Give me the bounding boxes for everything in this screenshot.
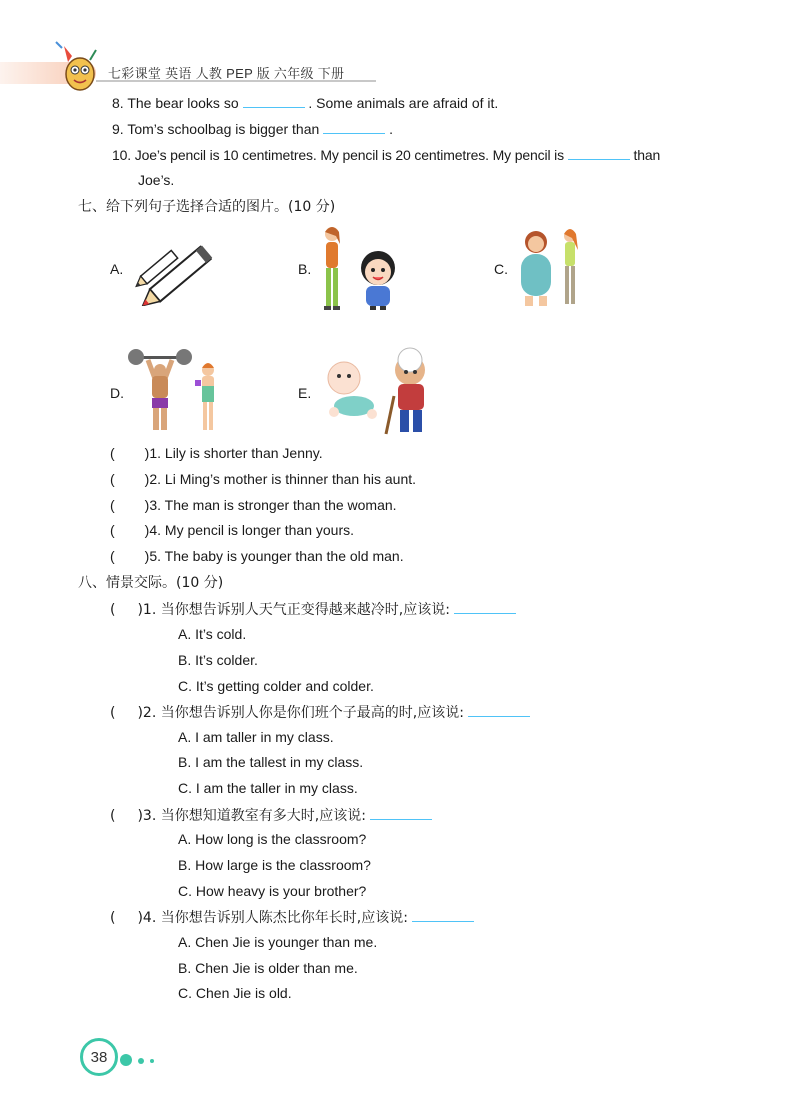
answer-blank[interactable]: [412, 908, 474, 922]
answer-blank[interactable]: [243, 94, 305, 108]
option-b: B. Chen Jie is older than me.: [178, 960, 358, 976]
answer-blank[interactable]: [370, 806, 432, 820]
option-a: A. Chen Jie is younger than me.: [178, 934, 378, 950]
picture-label-c: C.: [494, 261, 508, 277]
picture-label-e: E.: [298, 385, 312, 401]
item-number: 10.: [112, 147, 132, 163]
blank-item-9: [112, 120, 393, 138]
item-text-after: than: [633, 147, 661, 163]
picture-label-b: B.: [298, 261, 312, 277]
matching-item-2[interactable]: ( )2. Li Ming’s mother is thinner than his aunt.: [110, 471, 417, 487]
option-c: C. Chen Jie is old.: [178, 985, 292, 1001]
item-text-after: . Some animals are afraid of it.: [308, 95, 499, 111]
matching-item-4[interactable]: ( )4. My pencil is longer than yours.: [110, 522, 354, 538]
header-title: 七彩课堂 英语 人教 PEP 版 六年级 下册: [108, 66, 345, 81]
blank-item-10-continued: Joe’s.: [138, 172, 175, 188]
answer-blank[interactable]: [568, 146, 630, 160]
option-a: A. It’s cold.: [178, 626, 247, 642]
item-text-after: .: [389, 121, 393, 137]
strong-man-and-woman-icon: [128, 346, 228, 436]
matching-item-1[interactable]: ( )1. Lily is shorter than Jenny.: [110, 445, 323, 461]
option-a: A. I am taller in my class.: [178, 729, 334, 745]
answer-blank[interactable]: [454, 600, 516, 614]
decorative-dot: [150, 1059, 154, 1063]
answer-blank[interactable]: [468, 703, 530, 717]
tall-woman-and-girl-icon: [316, 222, 412, 314]
question-1: ( )1. 当你想告诉别人天气正变得越来越冷时,应该说:: [110, 599, 516, 619]
option-b: B. It’s colder.: [178, 652, 258, 668]
item-text-before: The bear looks so: [127, 95, 239, 111]
fat-woman-and-thin-woman-icon: [512, 224, 592, 310]
mascot-icon: [52, 40, 108, 96]
item-text-before: Tom’s schoolbag is bigger than: [127, 121, 320, 137]
section-7-title: 七、给下列句子选择合适的图片。(10 分): [78, 199, 336, 215]
option-c: C. How heavy is your brother?: [178, 883, 367, 899]
blank-item-10: [112, 146, 660, 164]
page-number: 38: [80, 1038, 118, 1076]
pencils-icon: [128, 232, 220, 306]
option-a: A. How long is the classroom?: [178, 831, 367, 847]
option-c: C. I am the taller in my class.: [178, 780, 358, 796]
item-number: 9.: [112, 121, 124, 137]
matching-item-5[interactable]: ( )5. The baby is younger than the old man.: [110, 548, 404, 564]
question-3: ( )3. 当你想知道教室有多大时,应该说:: [110, 805, 432, 825]
item-text-before: Joe’s pencil is 10 centimetres. My pencil is 20 centimetres. My pencil is: [134, 147, 564, 163]
picture-label-a: A.: [110, 261, 124, 277]
question-2: ( )2. 当你想告诉别人你是你们班个子最高的时,应该说:: [110, 702, 530, 722]
option-b: B. I am the tallest in my class.: [178, 754, 364, 770]
decorative-dot: [138, 1058, 144, 1064]
question-4: ( )4. 当你想告诉别人陈杰比你年长时,应该说:: [110, 907, 474, 927]
decorative-dot: [120, 1054, 132, 1066]
picture-label-d: D.: [110, 385, 124, 401]
item-number: 8.: [112, 95, 124, 111]
matching-item-3[interactable]: ( )3. The man is stronger than the woman.: [110, 497, 397, 513]
blank-item-8: [112, 94, 498, 112]
section-8-title: 八、情景交际。(10 分): [78, 575, 224, 591]
answer-blank[interactable]: [323, 120, 385, 134]
option-b: B. How large is the classroom?: [178, 857, 371, 873]
option-c: C. It’s getting colder and colder.: [178, 678, 374, 694]
baby-and-old-man-icon: [316, 346, 446, 438]
